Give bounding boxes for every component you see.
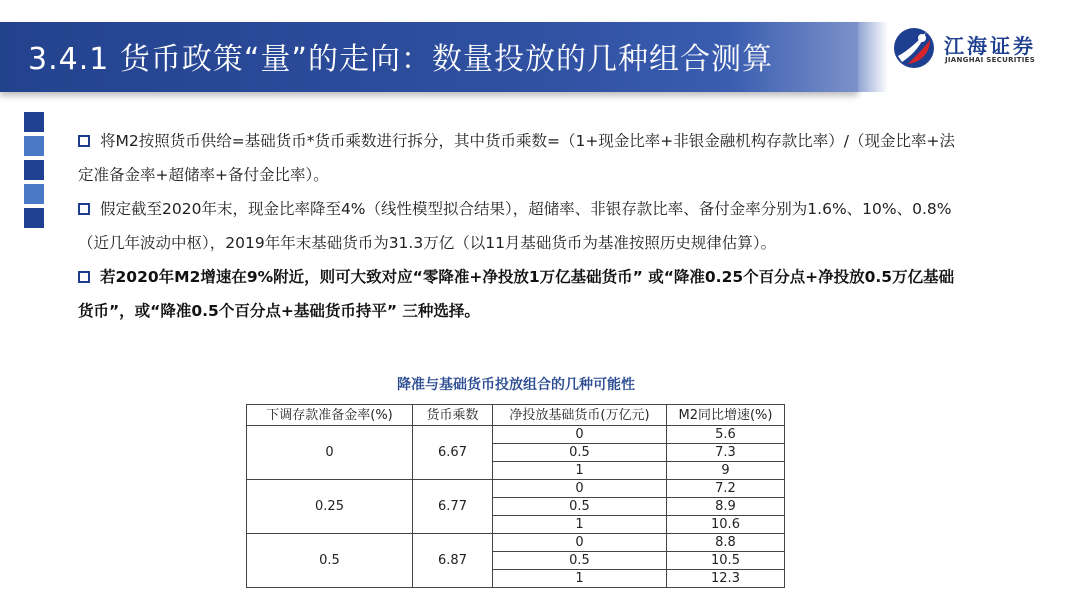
table-row — [247, 426, 785, 444]
deco-square — [24, 184, 44, 204]
deco-square — [24, 136, 44, 156]
cell-m2-growth: 8.8 — [667, 534, 785, 552]
paragraph — [78, 124, 968, 192]
deco-square — [24, 208, 44, 228]
company-logo — [892, 26, 1062, 76]
cell-net-injection: 0 — [493, 480, 667, 498]
cell-net-injection: 0.5 — [493, 498, 667, 516]
cell-net-injection: 0.5 — [493, 552, 667, 570]
cell-m2-growth: 10.6 — [667, 516, 785, 534]
cell-rrr-cut: 0 — [247, 426, 413, 480]
body-text — [78, 124, 968, 328]
table-row — [247, 480, 785, 498]
logo-english-name: JIANGHAI SECURITIES — [945, 56, 1036, 64]
cell-m2-growth: 8.9 — [667, 498, 785, 516]
paragraph-text: 若2020年M2增速在9%附近，则可大致对应“零降准+净投放1万亿基础货币” 或“降准0.25个百分点+净投放0.5万亿基础货币”，或“降准0.5个百分点+基础货币持平” 三种选择。 — [78, 268, 955, 320]
deco-square — [24, 160, 44, 180]
cell-net-injection: 1 — [493, 570, 667, 588]
data-table — [246, 404, 785, 588]
cell-m2-growth: 7.3 — [667, 444, 785, 462]
cell-m2-growth: 5.6 — [667, 426, 785, 444]
cell-multiplier: 6.67 — [413, 426, 493, 480]
page-title: 3.4.1 货币政策“量”的走向：数量投放的几种组合测算 — [28, 42, 773, 77]
paragraph-emphasis — [78, 260, 968, 328]
paragraph — [78, 192, 968, 260]
cell-multiplier: 6.87 — [413, 534, 493, 588]
column-header: 货币乘数 — [413, 405, 493, 426]
cell-multiplier: 6.77 — [413, 480, 493, 534]
logo-chinese-name: 江海证券 — [944, 34, 1036, 58]
cell-net-injection: 0 — [493, 534, 667, 552]
deco-square — [24, 112, 44, 132]
cell-m2-growth: 10.5 — [667, 552, 785, 570]
cell-m2-growth: 12.3 — [667, 570, 785, 588]
column-header: 下调存款准备金率(%) — [247, 405, 413, 426]
cell-net-injection: 0.5 — [493, 444, 667, 462]
decorative-squares — [24, 112, 44, 232]
square-bullet-icon — [78, 271, 90, 283]
table-header-row — [247, 405, 785, 426]
paragraph-text: 将M2按照货币供给=基础货币*货币乘数进行拆分，其中货币乘数=（1+现金比率+非银金融机构存款比率）/（现金比率+法定准备金率+超储率+备付金比率）。 — [78, 132, 956, 184]
cell-rrr-cut: 0.5 — [247, 534, 413, 588]
table-body — [247, 426, 785, 588]
column-header: M2同比增速(%) — [667, 405, 785, 426]
cell-net-injection: 1 — [493, 516, 667, 534]
cell-m2-growth: 7.2 — [667, 480, 785, 498]
square-bullet-icon — [78, 135, 90, 147]
column-header: 净投放基础货币(万亿元) — [493, 405, 667, 426]
jianghai-logo-icon — [892, 26, 936, 70]
cell-net-injection: 0 — [493, 426, 667, 444]
table-row — [247, 534, 785, 552]
table-title: 降准与基础货币投放组合的几种可能性 — [397, 377, 635, 393]
cell-rrr-cut: 0.25 — [247, 480, 413, 534]
square-bullet-icon — [78, 203, 90, 215]
cell-m2-growth: 9 — [667, 462, 785, 480]
cell-net-injection: 1 — [493, 462, 667, 480]
paragraph-text: 假定截至2020年末，现金比率降至4%（线性模型拟合结果），超储率、非银存款比率、备付金率分别为1.6%、10%、0.8%（近几年波动中枢），2019年年末基础货币为31.3万亿（以11月基础货币为基准按照历史规律估算）。 — [78, 200, 952, 252]
title-bar — [0, 22, 858, 92]
